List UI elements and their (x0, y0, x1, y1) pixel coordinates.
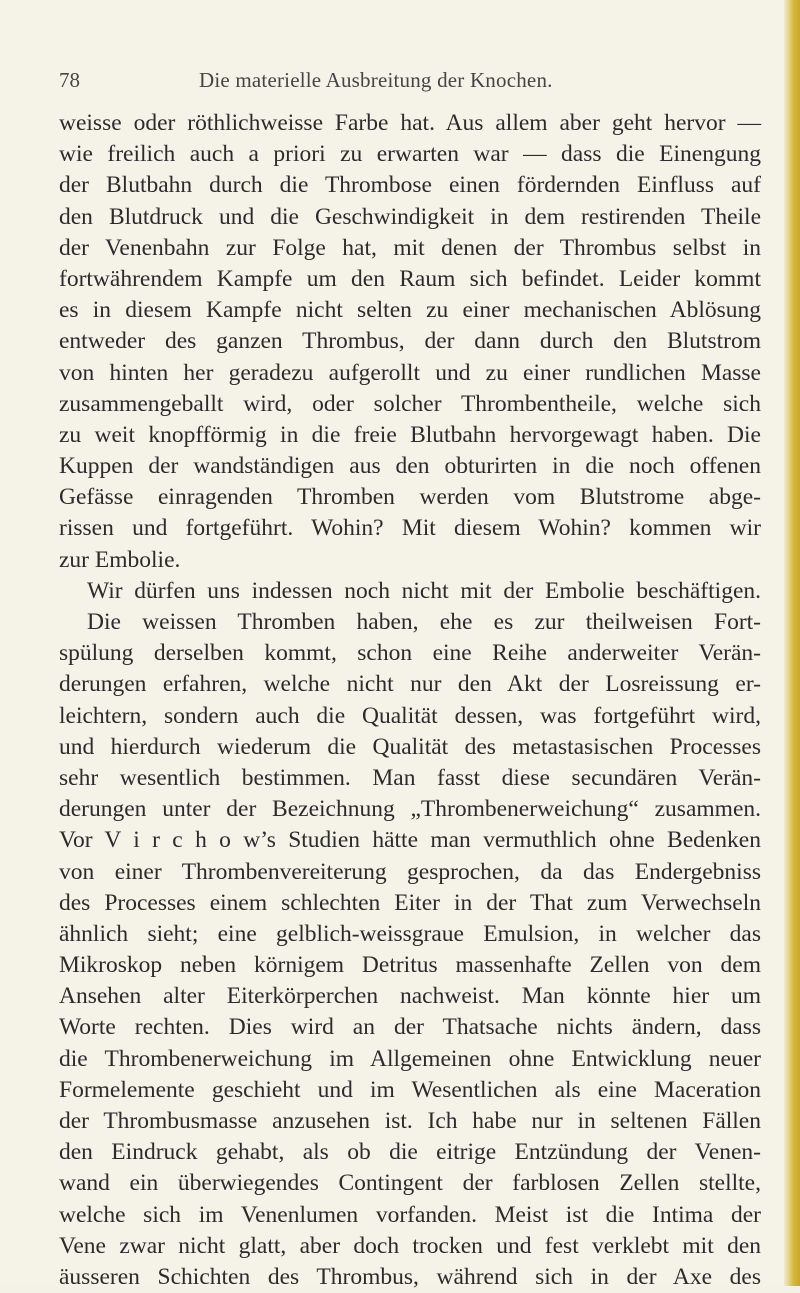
page-header (59, 68, 759, 94)
text-line: sehr wesentlich bestimmen. Man fasst diese secundären Verän- (59, 764, 761, 791)
text-line: zusammengeballt wird, oder solcher Thrombentheile, welche sich (59, 390, 761, 417)
text-line: ähnlich sieht; eine gelblich-weissgraue Emulsion, in welcher das (59, 920, 761, 947)
running-title: Die materielle Ausbreitung der Knochen. (199, 68, 553, 92)
text-line: äusseren Schichten des Thrombus, während sich in der Axe des (59, 1263, 761, 1290)
text-line: weisse oder röthlichweisse Farbe hat. Aus allem aber geht hervor — (59, 110, 761, 136)
text-line: es in diesem Kampfe nicht selten zu einer mechanischen Ablösung (59, 297, 761, 324)
text-line: spülung derselben kommt, schon eine Reihe anderweiter Verän- (59, 640, 761, 667)
text-line: leichtern, sondern auch die Qualität dessen, was fortgeführt wird, (59, 702, 761, 729)
text-line: der Thrombusmasse anzusehen ist. Ich habe nur in seltenen Fällen (59, 1108, 761, 1134)
text-line: Wir dürfen uns indessen noch nicht mit der Embolie beschäftigen. (87, 577, 761, 604)
text-line: zu weit knopfförmig in die freie Blutbahn hervorgewagt haben. Die (59, 421, 761, 448)
text-line: und hierdurch wiederum die Qualität des metastasischen Processes (59, 733, 761, 760)
text-line: des Processes einem schlechten Eiter in der That zum Verwechseln (59, 889, 761, 916)
text-line: entweder des ganzen Thrombus, der dann durch den Blutstrom (59, 328, 761, 355)
text-line: Kuppen der wandständigen aus den obturirten in die noch offenen (59, 453, 761, 480)
text-line: Ansehen alter Eiterkörperchen nachweist. Man könnte hier um (59, 983, 761, 1010)
text-line: Vor V i r c h o w’s Studien hätte man vermuthlich ohne Bedenken (59, 827, 761, 854)
text-line: Mikroskop neben körnigem Detritus massenhafte Zellen von dem (59, 952, 761, 979)
text-line: wie freilich auch a priori zu erwarten war — dass die Einengung (59, 141, 761, 168)
text-line: Worte rechten. Dies wird an der Thatsache nichts ändern, dass (59, 1014, 761, 1041)
text-line: den Eindruck gehabt, als ob die eitrige Entzündung der Venen- (59, 1139, 761, 1166)
text-line: Formelemente geschieht und im Wesentlichen als eine Maceration (59, 1076, 761, 1103)
page-number: 78 (59, 68, 80, 92)
text-line: der Venenbahn zur Folge hat, mit denen der Thrombus selbst in (59, 234, 761, 261)
text-line: derungen unter der Bezeichnung „Thrombenerweichung“ zusammen. (59, 796, 761, 823)
text-line: den Blutdruck und die Geschwindigkeit in dem restirenden Theile (59, 203, 761, 230)
page-edge (784, 0, 800, 1286)
text-line: derungen erfahren, welche nicht nur den Akt der Losreissung er- (59, 671, 761, 698)
text-line: von hinten her geradezu aufgerollt und zu einer rundlichen Masse (59, 359, 761, 386)
text-line: rissen und fortgeführt. Wohin? Mit diesem Wohin? kommen wir (59, 515, 761, 542)
text-line: Die weissen Thromben haben, ehe es zur theilweisen Fort- (87, 609, 761, 635)
body-text (59, 108, 761, 1293)
text-line: von einer Thrombenvereiterung gesprochen, da das Endergebniss (59, 858, 761, 885)
text-line: Gefässe einragenden Thromben werden vom Blutstrome abge- (59, 484, 761, 511)
text-line: wand ein überwiegendes Contingent der farblosen Zellen stellte, (59, 1170, 761, 1197)
text-line: die Thrombenerweichung im Allgemeinen ohne Entwicklung neuer (59, 1045, 761, 1072)
text-line: zur Embolie. (59, 546, 181, 573)
text-line: der Blutbahn durch die Thrombose einen fördernden Einfluss auf (59, 172, 761, 199)
text-line: Vene zwar nicht glatt, aber doch trocken und fest verklebt mit den (59, 1232, 761, 1259)
text-line: fortwährendem Kampfe um den Raum sich befindet. Leider kommt (59, 265, 761, 292)
text-line: welche sich im Venenlumen vorfanden. Meist ist die Intima der (59, 1201, 761, 1228)
